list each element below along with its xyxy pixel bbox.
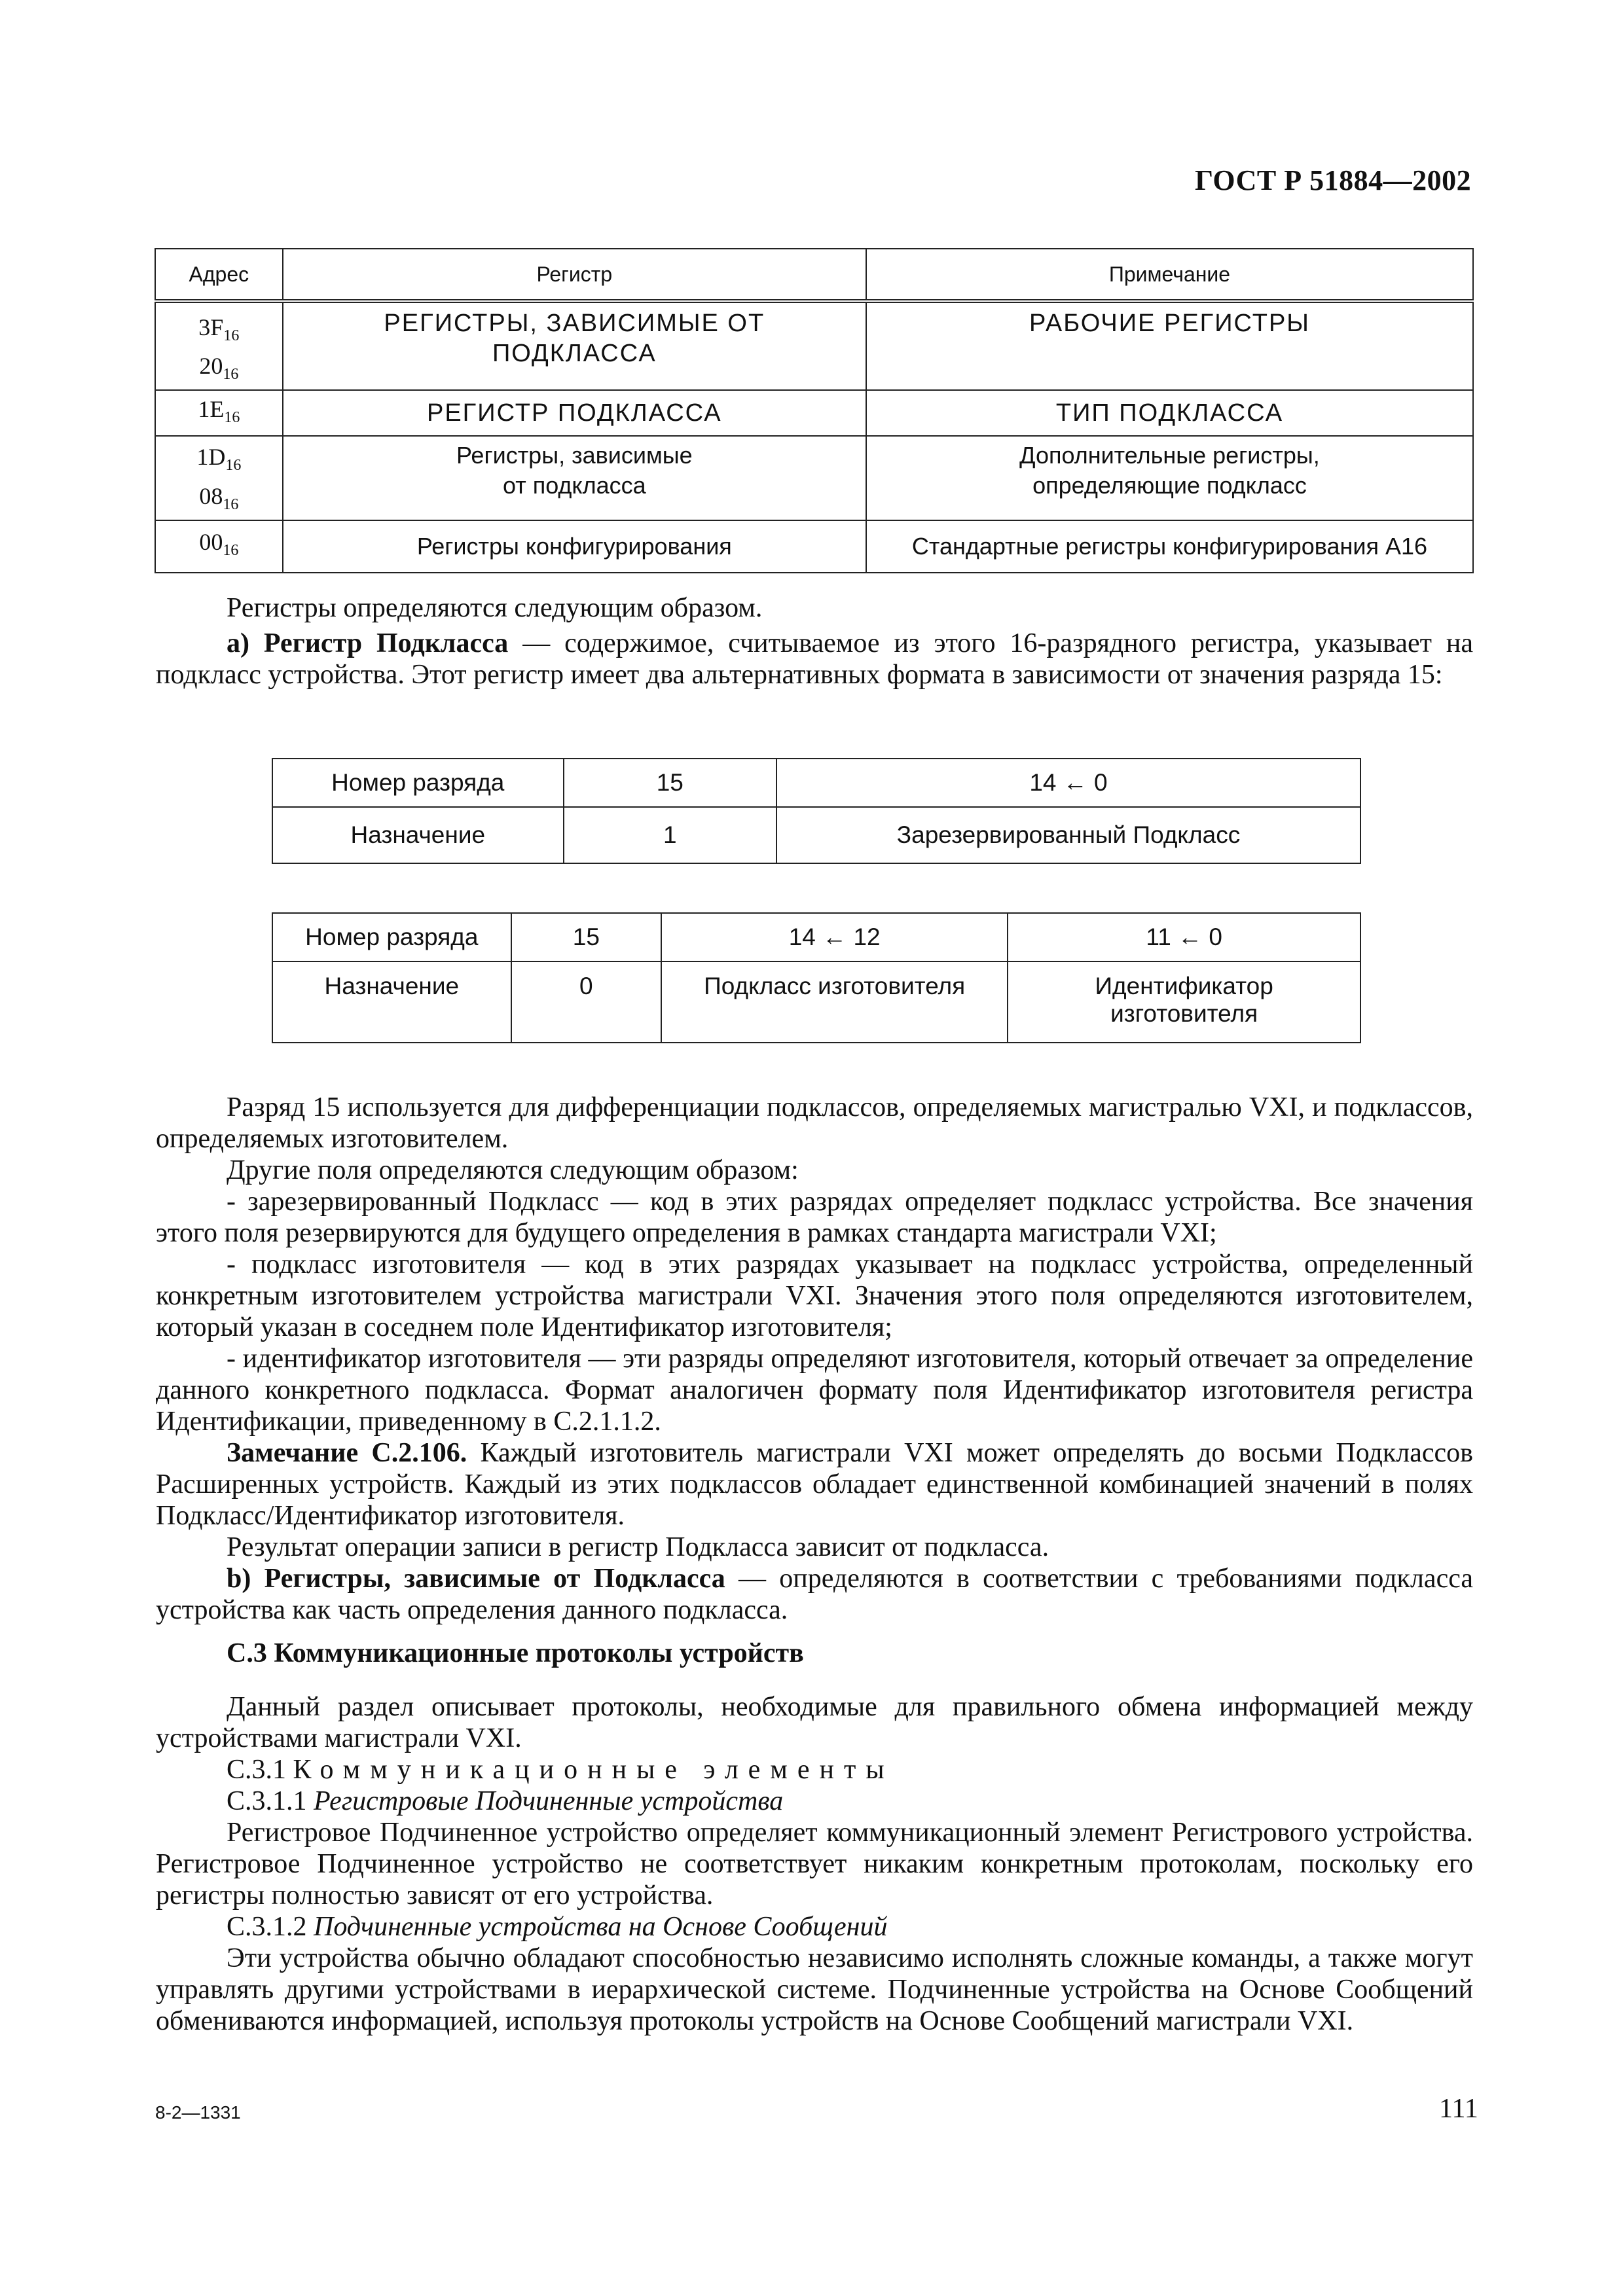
register-cell: РЕГИСТР ПОДКЛАССА — [283, 390, 866, 436]
footer-print-code: 8-2—1331 — [155, 2102, 241, 2123]
field-name: Идентификатор изготовителя — [1008, 961, 1360, 1043]
table-row — [155, 436, 1473, 520]
table-row — [155, 390, 1473, 436]
paragraph-manufacturer-subclass: - подкласс изготовителя — код в этих разрядах указывает на подкласс устройства, определенный конкретным изготовителем устройства магистрали VXI. Значения этого поля определяются изготовителем, который указан в соседнем поле Идентификатор изготовителя; — [156, 1249, 1473, 1342]
page-number: 111 — [1439, 2094, 1478, 2124]
paragraph-intro: Регистры определяются следующим образом. — [227, 593, 763, 623]
bit-range: 14 ← 12 — [661, 913, 1008, 961]
register-cell: Регистры конфигурирования — [283, 520, 866, 573]
column-header-note: Примечание — [866, 249, 1473, 301]
bit-range: 11 ← 0 — [1008, 913, 1360, 961]
bit-number-label: Номер разряда — [272, 759, 564, 807]
address-cell: $3F_{16}$ $20_{16}$ — [155, 301, 283, 390]
bit-range: 14 ← 0 — [776, 759, 1360, 807]
paragraph-write-result: Результат операции записи в регистр Подкласса зависит от подкласса. — [227, 1532, 1049, 1562]
purpose-label: Назначение — [272, 961, 511, 1043]
subsection-heading-c31: С.3.1 Коммуникационные элементы — [227, 1755, 894, 1785]
paragraph-c312: Эти устройства обычно обладают способностью независимо исполнять сложные команды, а также могут управлять другими устройствами в иерархической системе. Подчиненные устройства на Основе Сообщений обмениваются информацией, используя протоколы устройств на Основе Сообщений магистрали VXI. — [156, 1943, 1473, 2036]
table-row — [272, 961, 1360, 1043]
paragraph-b: b) Регистры, зависимые от Подкласса — определяются в соответствии с требованиями подкласса устройства как часть определения данного подкласса. — [156, 1564, 1474, 1625]
paragraph-note: Замечание С.2.106. Каждый изготовитель магистрали VXI может определять до восьми Подклассов Расширенных устройств. Каждый из этих подклассов обладает единственной комбинацией значений в полях Подкласс/Идентификатор изготовителя. — [156, 1438, 1473, 1531]
note-cell: РАБОЧИЕ РЕГИСТРЫ — [866, 301, 1473, 390]
column-header-address: Адрес — [155, 249, 283, 301]
table-row — [272, 807, 1360, 863]
register-cell: РЕГИСТРЫ, ЗАВИСИМЫЕ ОТ ПОДКЛАССА — [283, 301, 866, 390]
document-header: ГОСТ Р 51884—2002 — [1195, 164, 1472, 196]
note-cell: Дополнительные регистры, определяющие подкласс — [866, 436, 1473, 520]
note-cell: ТИП ПОДКЛАССА — [866, 390, 1473, 436]
bit-number: 15 — [564, 759, 776, 807]
purpose-label: Назначение — [272, 807, 564, 863]
address-cell: $1E_{16}$ — [155, 390, 283, 436]
paragraph-manufacturer-id: - идентификатор изготовителя — эти разряды определяют изготовителя, который отвечает за определение данного конкретного подкласса. Формат аналогичен формату поля Идентификатор изготовителя регистра Идентификации, приведенному в С.2.1.1.2. — [156, 1344, 1473, 1437]
paragraph-reserved: - зарезервированный Подкласс — код в этих разрядах определяет подкласс устройства. Все значения этого поля резервируются для будущего определения в рамках стандарта магистрали VXI; — [156, 1187, 1473, 1248]
paragraph-c311: Регистровое Подчиненное устройство определяет коммуникационный элемент Регистрового устройства. Регистровое Подчиненное устройство не соответствует никаким конкретным протоколам, поскольку его регистры полностью зависят от его устройства. — [156, 1818, 1473, 1910]
paragraph-a: а) Регистр Подкласса — содержимое, считываемое из этого 16-разрядного регистра, указывает на подкласс устройства. Этот регистр имеет два альтернативных формата в зависимости от значения разряда 15: — [156, 628, 1473, 690]
bit-number: 15 — [511, 913, 662, 961]
table-row — [155, 520, 1473, 573]
field-name: Зарезервированный Подкласс — [776, 807, 1360, 863]
paragraph-bit15: Разряд 15 используется для дифференциации подклассов, определяемых магистралью VXI, и подклассов, определяемых изготовителем. — [156, 1092, 1473, 1154]
subclass-format-table-extended — [272, 758, 1361, 864]
register-map-table — [155, 248, 1474, 573]
table-row — [272, 913, 1360, 961]
subsection-heading-c312: С.3.1.2 Подчиненные устройства на Основе Сообщений — [227, 1912, 888, 1942]
table-row — [155, 301, 1473, 390]
register-cell: Регистры, зависимые от подкласса — [283, 436, 866, 520]
section-heading-c3: С.3 Коммуникационные протоколы устройств — [227, 1638, 804, 1668]
subsection-heading-c311: С.3.1.1 Регистровые Подчиненные устройства — [227, 1786, 784, 1816]
field-name: Подкласс изготовителя — [661, 961, 1008, 1043]
column-header-register: Регистр — [283, 249, 866, 301]
bit-value: 1 — [564, 807, 776, 863]
bit-number-label: Номер разряда — [272, 913, 511, 961]
table-row — [272, 759, 1360, 807]
paragraph-c3: Данный раздел описывает протоколы, необходимые для правильного обмена информацией между устройствами магистрали VXI. — [156, 1692, 1473, 1753]
subclass-format-table-manufacturer — [272, 912, 1361, 1043]
bit-value: 0 — [511, 961, 662, 1043]
address-cell: $1D_{16}$ $08_{16}$ — [155, 436, 283, 520]
paragraph-other-fields: Другие поля определяются следующим образом: — [227, 1155, 799, 1185]
address-cell: $00_{16}$ — [155, 520, 283, 573]
note-cell: Стандартные регистры конфигурирования А16 — [866, 520, 1473, 573]
